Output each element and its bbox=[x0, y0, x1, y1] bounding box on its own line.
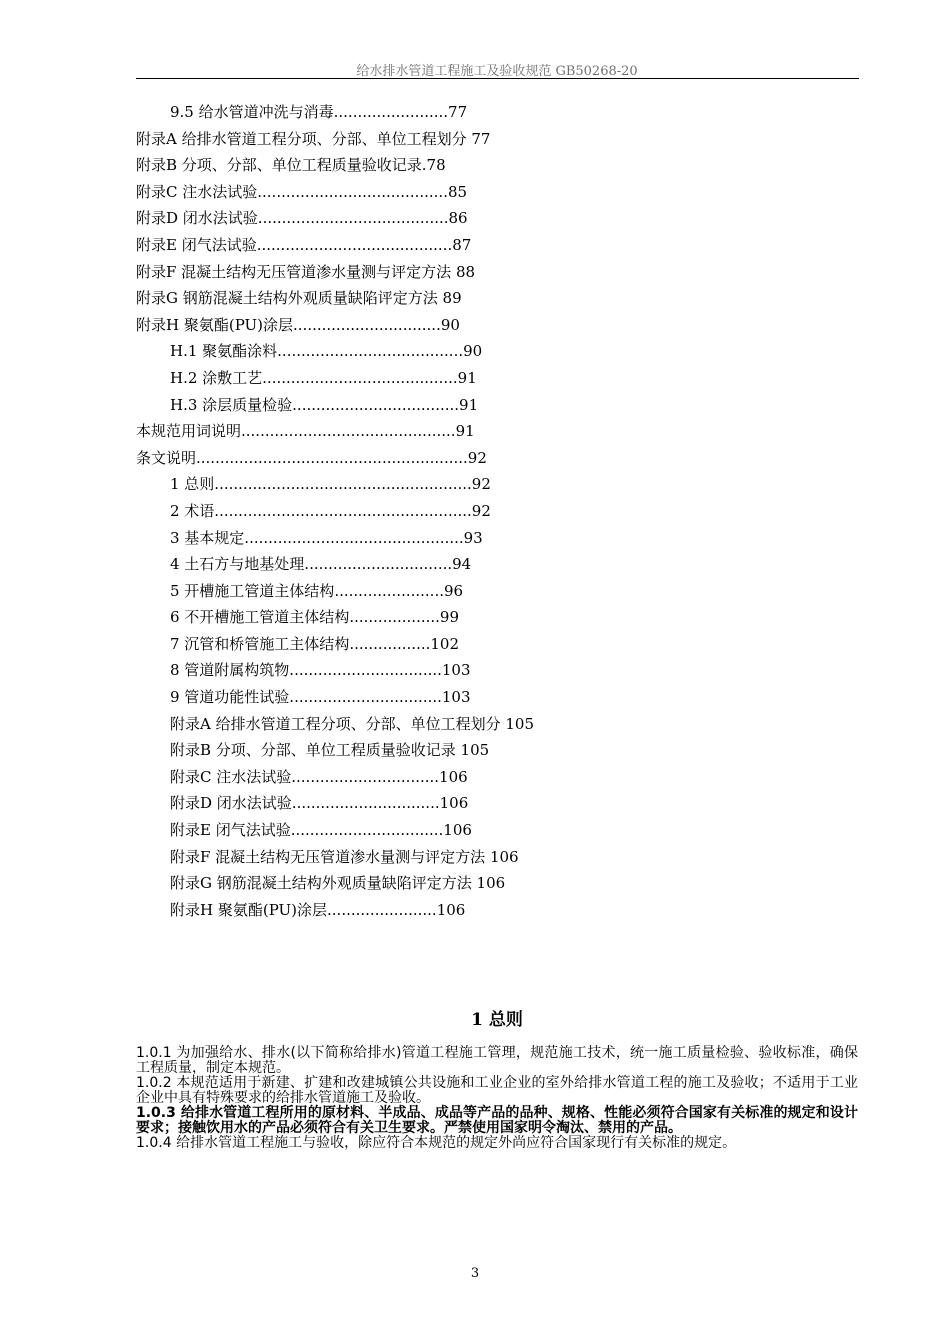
toc-entry[interactable]: 条文说明.........................................................92 bbox=[136, 448, 487, 467]
toc-entry[interactable]: 7 沉管和桥管施工主体结构.................102 bbox=[170, 634, 460, 653]
clause-paragraph: 1.0.4 给排水管道工程施工与验收，除应符合本规范的规定外尚应符合国家现行有关标准的规定。 bbox=[136, 1135, 737, 1151]
toc-entry[interactable]: 附录F 混凝土结构无压管道渗水量测与评定方法 88 bbox=[136, 262, 476, 281]
header-divider bbox=[136, 78, 859, 79]
toc-entry[interactable]: 4 土石方与地基处理...............................94 bbox=[170, 555, 472, 574]
toc-entry[interactable]: 附录E 闭气法试验................................106 bbox=[170, 821, 472, 840]
toc-entry[interactable]: 5 开槽施工管道主体结构.......................96 bbox=[170, 581, 464, 600]
clause-paragraph: 1.0.3 给排水管道工程所用的原材料、半成品、成品等产品的品种、规格、性能必须符合国家有关标准的规定和设计要求；接触饮用水的产品必须符合有关卫生要求。严禁使用国家明令淘汰、禁用的产品。 bbox=[136, 1105, 858, 1136]
toc-entry[interactable]: 附录B 分项、分部、单位工程质量验收记录 105 bbox=[170, 741, 490, 760]
toc-entry[interactable]: 6 不开槽施工管道主体结构...................99 bbox=[170, 608, 459, 627]
toc-entry[interactable]: 9.5 给水管道冲洗与消毒........................77 bbox=[170, 103, 468, 121]
toc-entry[interactable]: 附录E 闭气法试验.........................................87 bbox=[136, 235, 472, 254]
toc-entry[interactable]: 附录C 注水法试验........................................85 bbox=[136, 182, 468, 201]
toc-entry[interactable]: 2 术语......................................................92 bbox=[170, 501, 491, 520]
toc-entry[interactable]: 附录D 闭水法试验...............................106 bbox=[170, 794, 469, 813]
toc-entry[interactable]: 附录D 闭水法试验........................................86 bbox=[136, 209, 468, 228]
chapter-body bbox=[136, 1046, 858, 1151]
toc-entry[interactable]: 附录G 钢筋混凝土结构外观质量缺陷评定方法 106 bbox=[170, 874, 506, 893]
toc-entry[interactable]: H.1 聚氨酯涂料.......................................90 bbox=[170, 342, 483, 361]
toc-entry[interactable]: 8 管道附属构筑物................................103 bbox=[170, 661, 471, 680]
toc-entry[interactable]: 3 基本规定..............................................93 bbox=[170, 528, 483, 547]
page-number: 3 bbox=[470, 1266, 480, 1281]
toc-entry[interactable]: 附录F 混凝土结构无压管道渗水量测与评定方法 106 bbox=[170, 847, 519, 866]
chapter-title: 1 总则 bbox=[471, 1010, 523, 1030]
toc-entry[interactable]: 附录B 分项、分部、单位工程质量验收记录.78 bbox=[136, 156, 446, 175]
toc-entry[interactable]: 本规范用词说明.............................................91 bbox=[136, 422, 475, 441]
toc-entry[interactable]: 1 总则......................................................92 bbox=[170, 475, 491, 494]
toc-entry[interactable]: H.3 涂层质量检验...................................91 bbox=[170, 395, 479, 414]
toc-entry[interactable]: 附录H 聚氨酯(PU)涂层...............................90 bbox=[136, 315, 460, 334]
toc-entry[interactable]: 附录G 钢筋混凝土结构外观质量缺陷评定方法 89 bbox=[136, 289, 462, 308]
toc-entry[interactable]: 9 管道功能性试验................................103 bbox=[170, 688, 471, 707]
table-of-contents bbox=[136, 99, 616, 923]
toc-entry[interactable]: 附录A 给排水管道工程分项、分部、单位工程划分 105 bbox=[170, 714, 535, 733]
toc-entry[interactable]: H.2 涂敷工艺.........................................91 bbox=[170, 368, 477, 387]
clause-paragraph: 1.0.1 为加强给水、排水(以下简称给排水)管道工程施工管理，规范施工技术，统一施工质量检验、验收标准，确保工程质量，制定本规范。 bbox=[136, 1045, 858, 1076]
toc-entry[interactable]: 附录A 给排水管道工程分项、分部、单位工程划分 77 bbox=[136, 129, 491, 148]
running-header: 给水排水管道工程施工及验收规范 GB50268-20 bbox=[356, 64, 638, 79]
toc-entry[interactable]: 附录C 注水法试验...............................106 bbox=[170, 767, 468, 786]
toc-entry[interactable]: 附录H 聚氨酯(PU)涂层.......................106 bbox=[170, 900, 466, 919]
clause-paragraph: 1.0.2 本规范适用于新建、扩建和改建城镇公共设施和工业企业的室外给排水管道工程的施工及验收；不适用于工业企业中具有特殊要求的给排水管道施工及验收。 bbox=[136, 1075, 858, 1106]
